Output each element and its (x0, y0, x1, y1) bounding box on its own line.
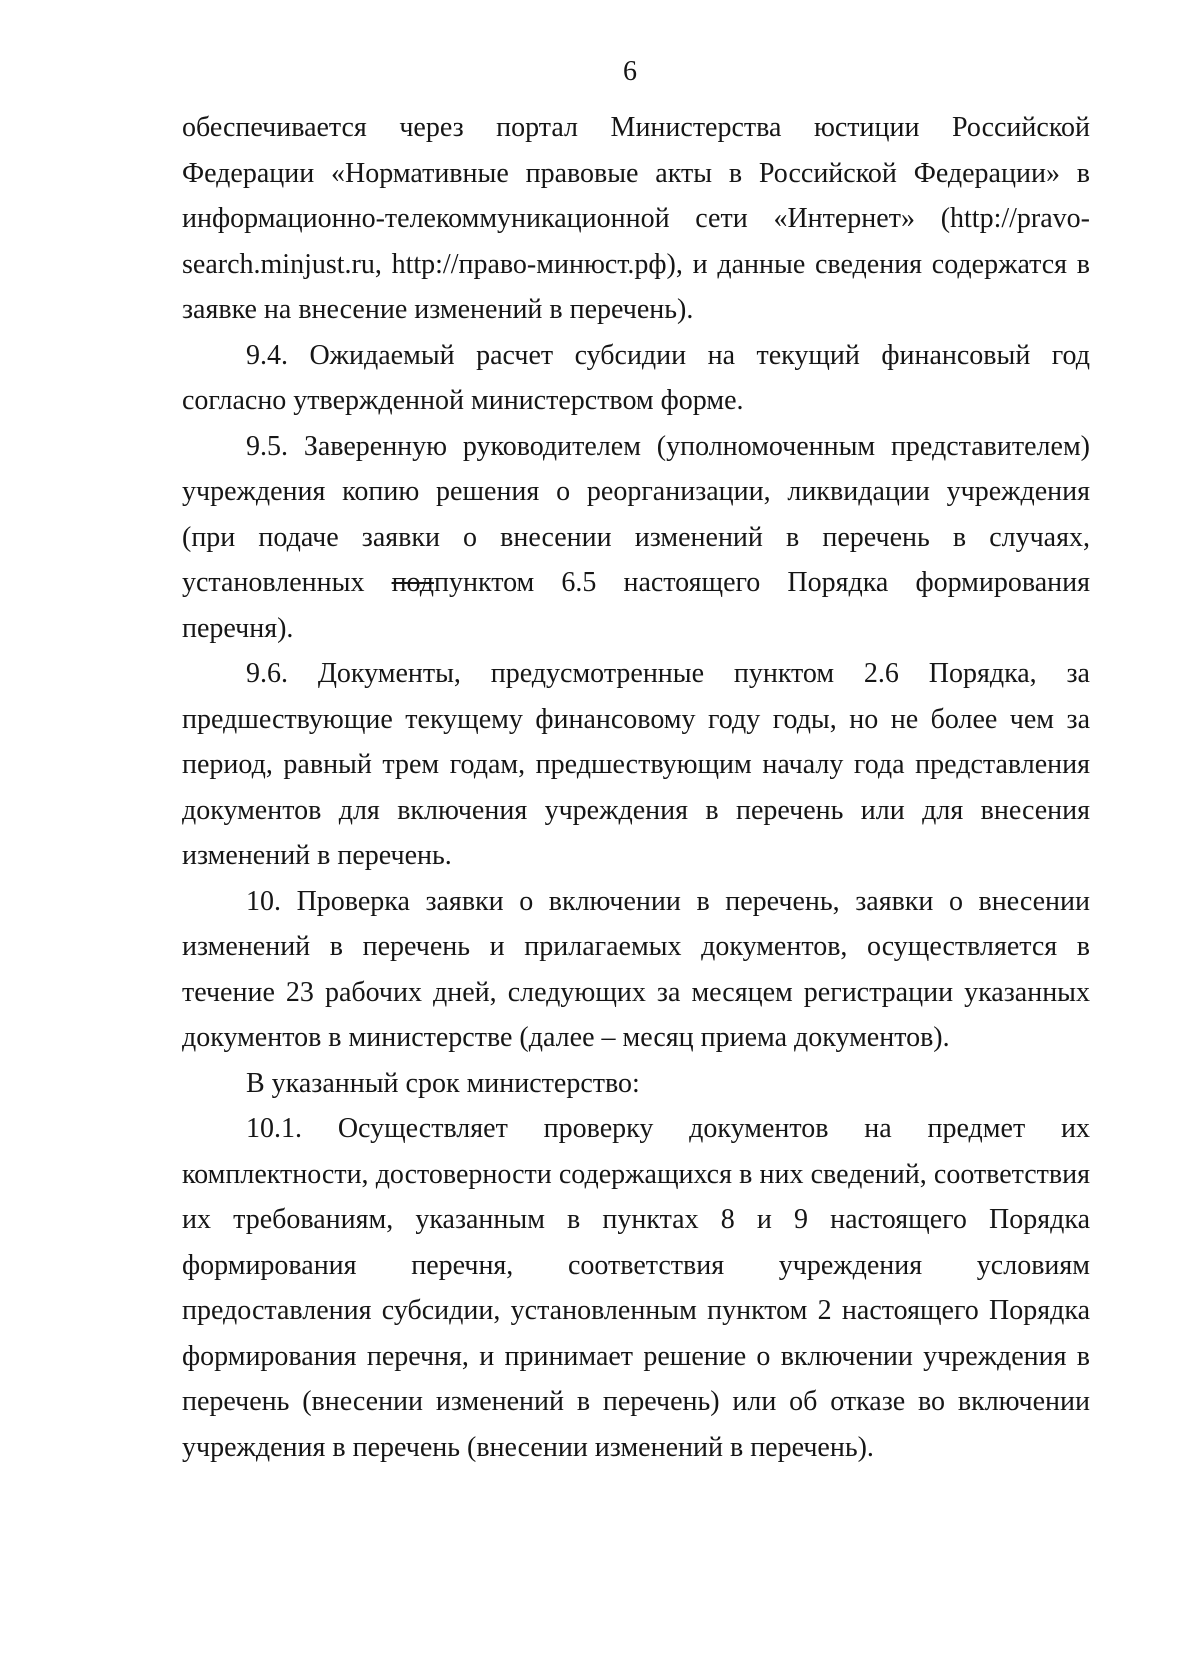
page-number: 6 (623, 56, 637, 87)
paragraph-10-1: 10.1. Осуществляет проверку документов на предмет их комплектности, достоверности содержащихся в них сведений, соответствия их требованиям, указанным в пунктах 8 и 9 настоящего Порядка формирования перечня, соответствия учреждения условиям предоставления субсидии, установленным пунктом 2 настоящего Порядка формирования перечня, и принимает решение о включении учреждения в перечень (внесении изменений в перечень) или об отказе во включении учреждения в перечень (внесении изменений в перечень). (182, 1113, 1090, 1463)
paragraph-9-5 (182, 424, 1090, 652)
paragraph-continuation: обеспечивается через портал Министерства юстиции Российской Федерации «Нормативные правовые акты в Российской Федерации» в информационно-телекоммуникационной сети «Интернет» (http://pravo-search.minjust.ru, http://право-минюст.рф), и данные сведения содержатся в заявке на внесение изменений в перечень). (182, 112, 1090, 325)
document-body (182, 105, 1090, 1470)
paragraph-9-4: 9.4. Ожидаемый расчет субсидии на текущий финансовый год согласно утвержденной министерством форме. (182, 339, 1090, 416)
paragraph-9-6: 9.6. Документы, предусмотренные пунктом 2.6 Порядка, за предшествующие текущему финансовому году годы, но не более чем за период, равный трем годам, предшествующим началу года представления документов для включения учреждения в перечень или для внесения изменений в перечень. (182, 658, 1090, 871)
paragraph-9-5-text-after: пунктом 6.5 настоящего Порядка формирования перечня). (182, 567, 1090, 644)
paragraph-10-intro: В указанный срок министерство: (246, 1067, 640, 1099)
struck-text: под (391, 567, 434, 598)
paragraph-10: 10. Проверка заявки о включении в перечень, заявки о внесении изменений в перечень и прилагаемых документов, осуществляется в течение 23 рабочих дней, следующих за месяцем регистрации указанных документов в министерстве (далее – месяц приема документов). (182, 885, 1090, 1053)
paragraph-9-5-text-before: 9.5. Заверенную руководителем (уполномоченным представителем) учреждения копию решения о реорганизации, ликвидации учреждения (при подаче заявки о внесении изменений в перечень в случаях, установленных (182, 430, 1090, 598)
